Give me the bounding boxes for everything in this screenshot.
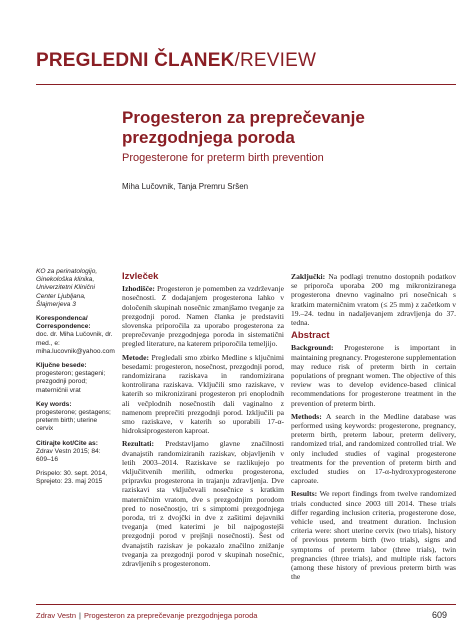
keywords-sl: progesteron; gestageni; prezgodnji porod; materničnii vrat <box>36 370 106 394</box>
sidebar <box>36 268 114 487</box>
keywords-en-label: Key words: <box>36 400 72 408</box>
background-text: Progesterone is important in maintaining pregnancy. Progesterone supplementation may reduce risk of preterm birth in certain populations of pregnant women. The objective of this review was to develop evidence-based clinical recommendations for progesterone treatment in the prevention of preterm birth. <box>291 343 456 408</box>
methods-lead: Methods: <box>291 411 322 421</box>
cite-text: Zdrav Vestn 2015; 84: 609–16 <box>36 447 101 464</box>
received-date: Prispelo: 30. sept. 2014, <box>36 470 108 478</box>
section-header <box>36 50 316 72</box>
abstract-column <box>291 272 456 586</box>
affiliation: KO za perinatologijo, Ginekološka klinika, Univerzitetni Klinični Center Ljubljana, Šlajmerjeva 3 <box>36 268 98 308</box>
rezultati-text: Predstavljamo glavne značilnosti dvanajstih randomiziranih raziskav, objavljenih v letih 2003–2014. Raziskave se razlikujejo po vključitvenih merilih, odmerku progesterona, pripravku progesterona in trajanju zdravljenja. Dve raziskavi sta vključevali nosečnice s kratkim materničnim vratom, dve s prezgodnjim porodom pred to nosečnostjo, tri s simptomi prezgodnjega poroda, tri z dvojčki in dve z zašitimi dejavniki tveganja (med katerimi je bil najpogostejši prezgodnji porod v prejšnji nosečnosti). Šest od dvanajstih raziskav je pokazalo značilno znižanje tveganja za prezgodnji porod v skupinah nosečnic, zdravljenih s progesteronom. <box>122 439 284 569</box>
footer-divider-glyph: | <box>79 611 81 620</box>
metode-paragraph <box>122 353 284 436</box>
background-lead: Background: <box>291 343 334 353</box>
page-number: 609 <box>432 610 448 620</box>
methods-text: A search in the Medline database was performed using keywords: progesterone, pregnancy, preterm birth, preterm labour, preterm delivery, randomized trial, and randomized controlled trial. We only included studies of vaginal progesterone treatments for the prevention of preterm birth and excluded studies on 17-α-hydroxyprogesterone caproate. <box>291 411 456 486</box>
results-text: We report findings from twelve randomized trials conducted since 2003 till 2014. These trials differ regarding inclusion criteria, progesterone dose, vehicle used, and treatment duration. Inclusion criteria were: short uterine cervix (two trials), history of previous preterm birth (two trials), signs and symptoms of preterm labor (three trials), twin pregnancies (three trials), and multiple risk factors (among these history of previous preterm birth was the <box>291 489 457 582</box>
izvlecek-column <box>122 272 284 572</box>
rezultati-lead: Rezultati: <box>122 439 155 449</box>
correspondence-label: Korespondenca/ Correspondence: <box>36 315 91 331</box>
abstract-heading: Abstract <box>291 330 330 342</box>
zakljucki-text: Na podlagi trenutno dostopnih podatkov se priporoča uporaba 200 mg mikroniziranega progesterona dnevno vaginalno pri nosečnicah s kratkim materničnim vratom (≤ 25 mm) z začetkom v 19.–24. tednu in nadaljevanjem zdravljenja do 37. tedna. <box>291 272 457 328</box>
rezultati-paragraph <box>122 439 284 568</box>
metode-text: Pregledali smo zbirko Medline s ključnimi besedami: progesteron, nosečnost, prezgodnji porod, randomizirana raziskava in randomizirana kontrolirana raziskava. Vključili smo raziskave, v katerih so mikronizirani progesteron pri enoplodnih ali večplodnih nosečnostih dali vaginalno z namenom preprečiti prezgodnji porod. Izključili pa smo raziskave, v katerih so uporabili 17-α-hidroksiprogesteron kaproat. <box>122 352 284 436</box>
results-lead: Results: <box>291 489 318 499</box>
izhodisce-text: Progesteron je pomemben za vzdrževanje nosečnosti. Z dodajanjem progesterona lahko v določenih skupinah nosečnic zmanjšamo tveganje za prezgodnji porod. Namen članka je predstaviti slovenska priporočila za uporabo progesterona za preprečevanje prezgodnjega poroda in sistematični pregled literature, na katerem priporočila temeljijo. <box>122 284 284 349</box>
footer-divider <box>36 604 456 605</box>
izvlecek-heading: Izvleček <box>122 271 159 282</box>
izhodisce-lead: Izhodišče: <box>122 284 155 294</box>
background-paragraph <box>291 343 456 407</box>
cite-label: Citirajte kot/Cite as: <box>36 439 98 447</box>
footer-journal: Zdrav Vestn <box>36 611 77 620</box>
article-subtitle: Progesterone for preterm birth prevention <box>122 152 324 164</box>
section-header-separator: / <box>234 50 240 71</box>
section-header-primary: PREGLEDNI ČLANEK <box>36 50 235 71</box>
methods-paragraph <box>291 412 456 486</box>
article-title: Progesteron za preprečevanje prezgodnjega poroda <box>122 108 365 147</box>
keywords-en: progesterone; gestagens; preterm birth; uterine cervix <box>36 409 111 433</box>
accepted-date: Sprejeto: 23. maj 2015 <box>36 478 103 486</box>
zakljucki-lead: Zaključki: <box>291 272 326 281</box>
izhodisce-paragraph <box>122 284 284 348</box>
metode-lead: Metode: <box>122 352 149 362</box>
zakljucki-paragraph <box>291 272 456 327</box>
footer-running-title: Progesteron za preprečevanje prezgodnjega poroda <box>83 611 258 620</box>
results-paragraph <box>291 489 456 581</box>
section-header-secondary: REVIEW <box>239 50 317 71</box>
article-authors: Miha Lučovnik, Tanja Premru Sršen <box>122 182 249 191</box>
header-divider <box>36 84 456 85</box>
correspondence-text: doc. dr. Miha Lučovnik, dr. med., e: miha.lucovnik@yahoo.com <box>36 331 115 355</box>
running-footer <box>36 611 257 620</box>
keywords-sl-label: Ključne besede: <box>36 362 87 370</box>
